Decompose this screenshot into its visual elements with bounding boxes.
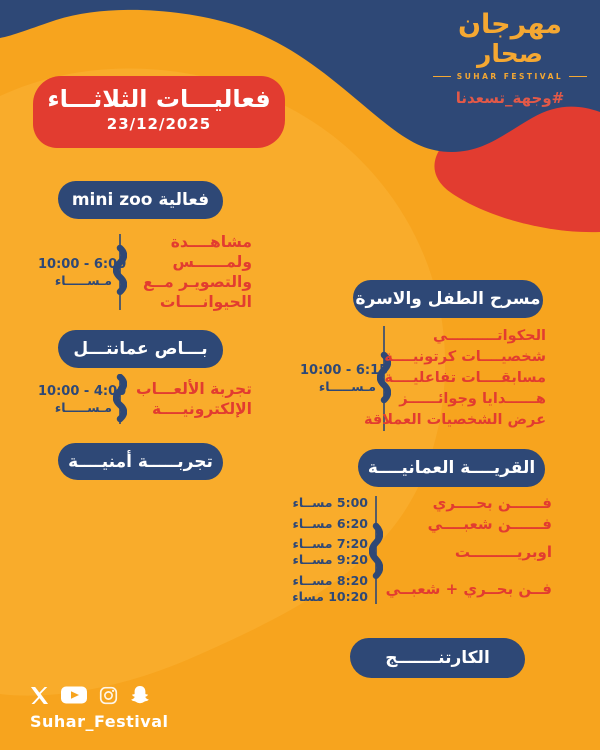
section-pill-karting xyxy=(350,638,525,678)
mini-zoo-schedule xyxy=(38,232,252,312)
banner-title: فعاليـــات الثلاثـــاء xyxy=(47,85,271,113)
social-footer xyxy=(30,684,169,731)
section-pill-omantel-bus xyxy=(58,330,223,368)
subtitle-dash-left xyxy=(433,76,451,77)
village-row-name: فــــــن شعبــــي xyxy=(427,514,552,533)
x-twitter-icon xyxy=(30,686,49,705)
omani-village-schedule xyxy=(292,492,552,608)
section-pill-family-theater xyxy=(353,280,543,318)
squiggle-divider-icon xyxy=(112,232,128,312)
omantel-bus-time xyxy=(38,383,127,415)
social-icons-row xyxy=(30,684,169,706)
omantel-bus-description xyxy=(128,379,252,419)
village-row-time: 8:20 مســاء 10:20 مساء xyxy=(292,573,368,604)
village-row-time: 6:20 مســاء xyxy=(292,515,368,531)
time-range: 10:00 - 6:15 xyxy=(300,363,389,378)
omantel-bus-schedule xyxy=(38,374,252,424)
description-line: والتصويـر مــع xyxy=(142,273,252,291)
logo-arabic-line2: صحار xyxy=(477,39,543,68)
program-line: شخصيــــات كرتونيــــة xyxy=(384,349,546,365)
omantel-bus-title: بـــاص عمانتـــل xyxy=(73,339,208,359)
village-row-time: 7:20 مســاء 9:20 مســاء xyxy=(292,536,368,567)
omani-village-title: القريــــة العمانيــــة xyxy=(367,458,536,478)
snapchat-icon xyxy=(129,685,151,705)
squiggle-divider-icon xyxy=(112,374,128,424)
logo-arabic-line1: مهرجان xyxy=(458,9,562,40)
section-pill-mini-zoo xyxy=(58,181,223,219)
family-theater-program xyxy=(364,326,546,431)
squiggle-divider-icon xyxy=(368,492,384,608)
village-row-name: فــن بحــري + شعبــي xyxy=(385,580,552,598)
time-suffix: مـســـــاء xyxy=(318,379,376,394)
subtitle-dash-right xyxy=(569,76,587,77)
village-row-time: 5:00 مســاء xyxy=(292,494,368,510)
program-line: هــــــدايا وجوائــــــز xyxy=(399,391,546,407)
village-row-name: فــــــن بحــــري xyxy=(432,493,552,512)
banner-date: 23/12/2025 xyxy=(106,115,212,133)
section-pill-omani-village xyxy=(358,449,545,487)
village-row-name: اوبريـــــــــت xyxy=(454,543,552,561)
instagram-icon xyxy=(99,686,118,705)
description-line: الحيوانــــات xyxy=(159,293,252,311)
time-suffix: مـســـــاء xyxy=(54,272,112,288)
family-theater-time xyxy=(300,363,389,394)
description-line: ولمــــــس xyxy=(172,253,252,271)
family-theater-schedule xyxy=(300,326,546,431)
family-theater-title: مسرح الطفل والاسرة xyxy=(355,289,541,309)
karting-title: الكارتنـــــــج xyxy=(385,648,490,668)
festival-logo xyxy=(430,10,590,107)
program-line: مسابقــــات تفاعليــــة xyxy=(384,370,546,386)
program-line: الحكواتــــــــــي xyxy=(432,328,546,344)
description-line: مشاهــــدة xyxy=(170,233,252,251)
security-experience-title: تجربـــــة أمنيــــة xyxy=(68,451,213,472)
description-line: الإلكترونيــــة xyxy=(151,400,252,418)
time-range: 10:00 - 4:00 xyxy=(38,383,127,399)
section-pill-security-experience xyxy=(58,443,223,480)
mini-zoo-title: فعالية mini zoo xyxy=(71,190,210,210)
logo-subtitle: SUHAR FESTIVAL xyxy=(456,72,564,81)
description-line: تجربة الألعـــاب xyxy=(136,380,252,398)
youtube-icon xyxy=(60,685,88,705)
mini-zoo-time xyxy=(38,256,127,288)
logo-subtitle-row xyxy=(430,72,590,81)
festival-hashtag: #وجهة_تسعدنا xyxy=(455,89,565,107)
event-day-banner xyxy=(33,76,285,148)
mini-zoo-description xyxy=(128,232,252,312)
social-handle: Suhar_Festival xyxy=(30,712,169,731)
time-suffix: مـســـــاء xyxy=(54,399,112,415)
time-range: 10:00 - 6:00 xyxy=(38,256,127,272)
program-line: عرض الشخصيات العملاقة xyxy=(364,412,546,428)
